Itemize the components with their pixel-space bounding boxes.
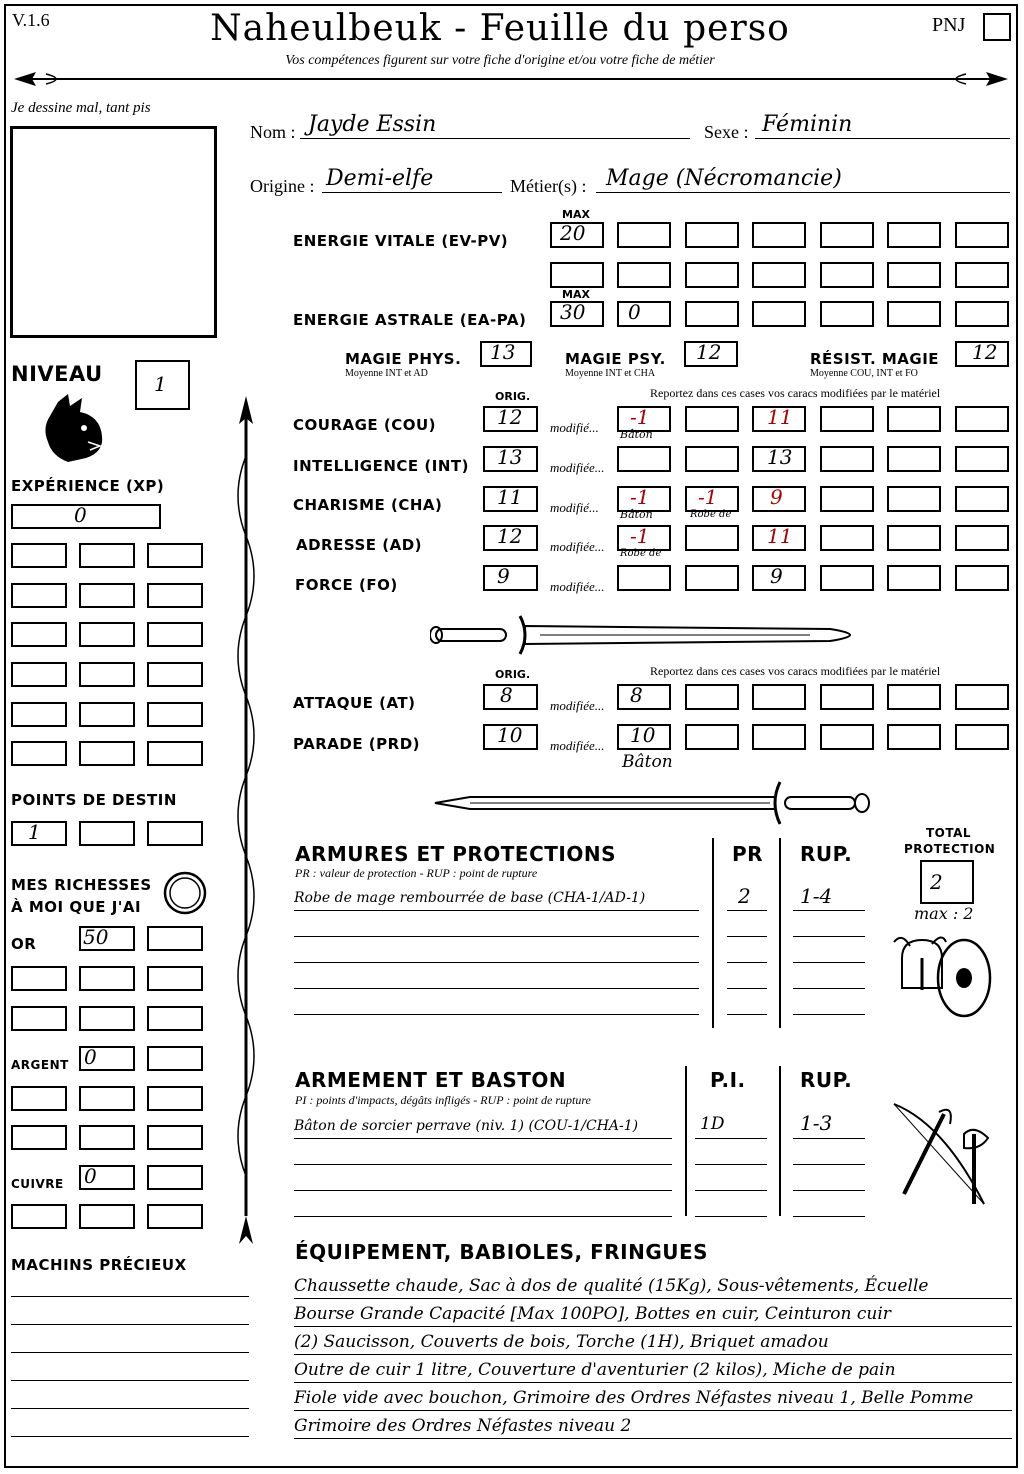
or-box[interactable] [147, 1006, 203, 1031]
argent-box[interactable] [147, 1046, 203, 1071]
machins-line[interactable] [11, 1360, 249, 1381]
xp-grid-box[interactable] [79, 622, 135, 647]
stat-label-ad: ADRESSE (AD) [296, 536, 423, 554]
weapons-pi-header: P.I. [710, 1068, 746, 1092]
stat-mod-box[interactable] [955, 565, 1009, 591]
armor-rup-value: 1-4 [800, 884, 833, 908]
magie-psy-note: Moyenne INT et CHA [565, 368, 656, 379]
orig-label: ORIG. [495, 390, 531, 403]
equipment-line[interactable]: Fiole vide avec bouchon, Grimoire des Ordres Néfastes niveau 1, Belle Pomme [294, 1386, 1012, 1411]
ea-value: 30 [560, 300, 586, 324]
stat-orig-value: 12 [497, 524, 523, 548]
armor-title: ARMURES ET PROTECTIONS [295, 842, 616, 866]
total-protection-label: PROTECTION [904, 842, 996, 856]
stat-mod-note: Robe de [620, 548, 662, 559]
xp-grid-box[interactable] [11, 662, 67, 687]
ev-box[interactable] [685, 262, 739, 288]
magie-phys-label: MAGIE PHYS. [345, 350, 462, 368]
xp-grid-box[interactable] [147, 583, 203, 608]
magie-phys-note: Moyenne INT et AD [345, 368, 428, 379]
stat-mod-note: Robe de [690, 509, 732, 520]
weapons-icon [884, 1094, 1008, 1216]
stat-mod-value: -1 [630, 524, 650, 548]
stat-mod-box[interactable] [820, 565, 874, 591]
ea-box[interactable] [617, 301, 671, 327]
ea-box[interactable] [685, 301, 739, 327]
metier-value: Mage (Nécromancie) [606, 166, 842, 191]
attaque-mod-box[interactable] [955, 684, 1009, 710]
stat-orig-value: 9 [497, 564, 510, 588]
xp-value: 0 [74, 503, 87, 527]
xp-grid-box[interactable] [79, 583, 135, 608]
magie-psy-label: MAGIE PSY. [565, 350, 666, 368]
or-box[interactable] [11, 966, 67, 991]
armor-row[interactable] [294, 912, 699, 937]
or-box[interactable] [147, 926, 203, 951]
pnj-label: PNJ [932, 14, 966, 36]
armor-legend: PR : valeur de protection - RUP : point de rupture [295, 866, 538, 880]
attaque-mod-box[interactable] [617, 684, 671, 710]
resist-magie-note: Moyenne COU, INT et FO [810, 368, 918, 379]
weapon-row[interactable] [294, 1166, 672, 1191]
stat-mod-value: 13 [767, 445, 793, 469]
weapon-pi-value: 1D [700, 1114, 725, 1134]
xp-grid-box[interactable] [147, 702, 203, 727]
magie-phys-value: 13 [490, 340, 516, 364]
stat-mod-note: Bâton [620, 428, 653, 441]
armor-row[interactable] [294, 938, 699, 963]
weapons-col-divider [779, 1066, 781, 1216]
stat-mod-box[interactable] [685, 406, 739, 432]
weapons-col-divider [685, 1066, 687, 1216]
equipment-title: ÉQUIPEMENT, BABIOLES, FRINGUES [295, 1240, 709, 1264]
argent-box[interactable] [11, 1086, 67, 1111]
armor-row[interactable] [294, 990, 699, 1015]
ev-box[interactable] [887, 262, 941, 288]
version-label: V.1.6 [12, 10, 50, 30]
ev-box[interactable] [820, 222, 874, 248]
ea-box[interactable] [955, 301, 1009, 327]
armor-pr-header: PR [732, 842, 764, 866]
stat-mod-label: modifiée... [550, 539, 605, 554]
machins-line[interactable] [11, 1304, 249, 1325]
richesses-label: MES RICHESSES [11, 876, 152, 894]
argent-box[interactable] [11, 1125, 67, 1150]
weapon-row[interactable] [294, 1140, 672, 1165]
stat-mod-box[interactable] [820, 406, 874, 432]
destin-value: 1 [28, 820, 41, 844]
dragon-icon [38, 392, 108, 464]
sheet-title: Naheulbeuk - Feuille du perso [210, 8, 790, 49]
stat-orig-box[interactable] [483, 565, 538, 591]
destin-box[interactable] [79, 821, 135, 846]
or-box[interactable] [79, 966, 135, 991]
xp-label: EXPÉRIENCE (XP) [11, 477, 165, 495]
stat-mod-label: modifié... [550, 500, 599, 515]
equipment-line[interactable]: Chaussette chaude, Sac à dos de qualité (15Kg), Sous-vêtements, Écuelle [294, 1274, 1012, 1299]
destin-label: POINTS DE DESTIN [11, 791, 177, 809]
armor-rup-cell[interactable] [793, 938, 865, 963]
stat-mod-box[interactable] [955, 525, 1009, 551]
ev-max-label: MAX [562, 208, 590, 221]
cuivre-box[interactable] [147, 1204, 203, 1229]
stat-label-cha: CHARISME (CHA) [293, 496, 443, 514]
stat-mod-box[interactable] [685, 446, 739, 472]
ev-box[interactable] [887, 222, 941, 248]
report-note: Reportez dans ces cases vos caracs modifiées par le matériel [650, 386, 941, 400]
ev-box[interactable] [820, 262, 874, 288]
armor-row[interactable]: Robe de mage rembourrée de base (CHA-1/AD-1) [294, 886, 699, 911]
stat-orig-value: 12 [497, 405, 523, 429]
armor-col-divider [712, 838, 714, 1028]
armor-pr-cell[interactable] [727, 938, 767, 963]
xp-grid-box[interactable] [79, 702, 135, 727]
or-label: OR [11, 935, 37, 953]
ea-current: 0 [628, 300, 641, 324]
machins-line[interactable] [11, 1416, 249, 1437]
xp-grid-box[interactable] [79, 662, 135, 687]
equipment-line[interactable]: (2) Saucisson, Couverts de bois, Torche (1H), Briquet amadou [294, 1330, 1012, 1355]
origine-label: Origine : [250, 176, 315, 196]
armor-pr-cell[interactable] [727, 964, 767, 989]
armor-pr-cell[interactable] [727, 912, 767, 937]
stat-mod-label: modifiée... [550, 579, 605, 594]
total-protection-value: 2 [930, 870, 943, 894]
cuivre-label: CUIVRE [11, 1177, 64, 1191]
parade-label: PARADE (PRD) [293, 735, 421, 753]
niveau-value: 1 [154, 372, 167, 396]
xp-grid-box[interactable] [11, 622, 67, 647]
ea-box[interactable] [820, 301, 874, 327]
total-protection-label: TOTAL [926, 826, 972, 840]
xp-grid-box[interactable] [11, 741, 67, 766]
armor-rup-cell[interactable] [793, 912, 865, 937]
stat-mod-box[interactable] [887, 525, 941, 551]
xp-grid-box[interactable] [79, 543, 135, 568]
stat-mod-label: modifiée... [550, 460, 605, 475]
parade-mod-box[interactable] [955, 724, 1009, 750]
ev-box[interactable] [752, 222, 806, 248]
armor-rup-header: RUP. [800, 842, 853, 866]
max-protection-label: max : 2 [914, 904, 974, 923]
ev-box[interactable] [752, 262, 806, 288]
stat-orig-value: 13 [497, 445, 523, 469]
weapon-pi-cell[interactable] [695, 1192, 767, 1217]
equipment-line[interactable]: Outre de cuir 1 litre, Couverture d'aventurier (2 kilos), Miche de pain [294, 1358, 1012, 1383]
stat-mod-value: -1 [698, 485, 718, 509]
cuivre-box[interactable] [79, 1204, 135, 1229]
armor-pr-value: 2 [738, 884, 751, 908]
xp-grid-box[interactable] [11, 543, 67, 568]
armor-pr-cell[interactable] [727, 990, 767, 1015]
stat-mod-value: 9 [770, 485, 783, 509]
stat-mod-box[interactable] [820, 486, 874, 512]
weapon-rup-value: 1-3 [800, 1111, 833, 1135]
portrait-box[interactable] [10, 126, 217, 338]
equipment-line[interactable]: Bourse Grande Capacité [Max 100PO], Bottes en cuir, Ceinturon cuir [294, 1302, 1012, 1327]
armor-rup-cell[interactable] [793, 990, 865, 1015]
metier-label: Métier(s) : [510, 176, 587, 196]
argent-box[interactable] [147, 1125, 203, 1150]
sexe-value: Féminin [762, 112, 853, 137]
parade-mod-box[interactable] [685, 724, 739, 750]
stat-mod-box[interactable] [617, 446, 671, 472]
stat-mod-box[interactable] [685, 565, 739, 591]
weapons-legend: PI : points d'impacts, dégâts infligés - RUP : point de rupture [295, 1093, 591, 1107]
or-box[interactable] [147, 966, 203, 991]
stat-label-fo: FORCE (FO) [295, 576, 398, 594]
stat-label-int: INTELLIGENCE (INT) [293, 457, 469, 475]
total-protection-box[interactable] [920, 860, 974, 904]
argent-box[interactable] [79, 1125, 135, 1150]
argent-box[interactable] [147, 1086, 203, 1111]
ev-box[interactable] [617, 262, 671, 288]
attaque-mod-box[interactable] [887, 684, 941, 710]
stat-mod-label: modifié... [550, 420, 599, 435]
attaque-mod-label: modifiée... [550, 698, 605, 713]
attaque-mod-box[interactable] [685, 684, 739, 710]
weapons-rup-header: RUP. [800, 1068, 853, 1092]
attaque-mod-box[interactable] [820, 684, 874, 710]
cuivre-value: 0 [84, 1164, 97, 1188]
sword-icon [430, 612, 875, 658]
stat-mod-value: -1 [630, 485, 650, 509]
argent-label: ARGENT [11, 1058, 69, 1072]
machins-label: MACHINS PRÉCIEUX [11, 1256, 187, 1274]
xp-grid-box[interactable] [147, 622, 203, 647]
parade-mod-note: Bâton [622, 752, 673, 772]
parade-mod-label: modifiée... [550, 738, 605, 753]
stat-mod-box[interactable] [820, 525, 874, 551]
or-box[interactable] [11, 1006, 67, 1031]
parade-mod-value: 10 [630, 723, 656, 747]
stat-mod-value: 9 [770, 564, 783, 588]
stat-mod-box[interactable] [955, 406, 1009, 432]
richesses-label: À MOI QUE J'AI [11, 898, 142, 916]
ev-value: 20 [560, 221, 586, 245]
machins-line[interactable] [11, 1276, 249, 1297]
stat-mod-box[interactable] [887, 446, 941, 472]
helmet-shield-icon [888, 928, 998, 1024]
attaque-mod-value: 8 [630, 683, 643, 707]
weapon-rup-cell[interactable] [793, 1166, 865, 1191]
ev-label: ENERGIE VITALE (EV-PV) [293, 232, 509, 250]
stat-mod-note: Bâton [620, 508, 653, 521]
stat-mod-box[interactable] [820, 446, 874, 472]
xp-grid-box[interactable] [79, 741, 135, 766]
spear-icon [226, 396, 266, 1246]
or-value: 50 [83, 925, 109, 949]
spear-divider-icon [6, 66, 1016, 92]
armor-col-divider [779, 838, 781, 1028]
parade-mod-box[interactable] [887, 724, 941, 750]
armor-row[interactable] [294, 964, 699, 989]
weapon-row[interactable] [294, 1192, 672, 1217]
subtitle: Vos compétences figurent sur votre fiche d'origine et/ou votre fiche de métier [285, 53, 715, 68]
stat-mod-box[interactable] [685, 525, 739, 551]
ea-label: ENERGIE ASTRALE (EA-PA) [293, 311, 527, 329]
destin-box[interactable] [147, 821, 203, 846]
combat-report-note: Reportez dans ces cases vos caracs modifiées par le matériel [650, 664, 941, 678]
portrait-caption: Je dessine mal, tant pis [11, 100, 151, 116]
cuivre-box[interactable] [11, 1204, 67, 1229]
equipment-line[interactable]: Grimoire des Ordres Néfastes niveau 2 [294, 1414, 1012, 1439]
ev-box[interactable] [955, 262, 1009, 288]
attaque-label: ATTAQUE (AT) [293, 694, 416, 712]
ea-box[interactable] [752, 301, 806, 327]
xp-grid-box[interactable] [147, 543, 203, 568]
stat-mod-box[interactable] [617, 565, 671, 591]
ev-box[interactable] [617, 222, 671, 248]
ev-box[interactable] [955, 222, 1009, 248]
sexe-label: Sexe : [704, 122, 749, 142]
parade-mod-box[interactable] [752, 724, 806, 750]
xp-grid-box[interactable] [147, 662, 203, 687]
attaque-mod-box[interactable] [752, 684, 806, 710]
stat-mod-box[interactable] [955, 486, 1009, 512]
parade-orig-value: 10 [497, 723, 523, 747]
stat-mod-value: 11 [767, 524, 793, 548]
coin-icon [162, 870, 208, 916]
stat-orig-value: 11 [497, 485, 523, 509]
weapon-rup-cell[interactable] [793, 1192, 865, 1217]
machins-line[interactable] [11, 1332, 249, 1353]
weapon-rup-cell[interactable] [793, 1140, 865, 1165]
xp-grid-box[interactable] [147, 741, 203, 766]
magie-psy-value: 12 [696, 340, 722, 364]
xp-grid-box[interactable] [11, 583, 67, 608]
cuivre-box[interactable] [147, 1165, 203, 1190]
nom-value: Jayde Essin [308, 112, 437, 137]
ea-max-label: MAX [562, 288, 590, 301]
stat-label-cou: COURAGE (COU) [293, 416, 437, 434]
machins-line[interactable] [11, 1388, 249, 1409]
parade-mod-box[interactable] [820, 724, 874, 750]
weapon-row[interactable]: Bâton de sorcier perrave (niv. 1) (COU-1/CHA-1) [294, 1114, 672, 1139]
sword-icon [430, 778, 875, 828]
stat-mod-box[interactable] [955, 446, 1009, 472]
ev-box[interactable] [685, 222, 739, 248]
origine-value: Demi-elfe [326, 166, 434, 191]
xp-grid-box[interactable] [11, 702, 67, 727]
armor-rup-cell[interactable] [793, 964, 865, 989]
weapon-pi-cell[interactable] [695, 1166, 767, 1191]
stat-mod-value: -1 [630, 405, 650, 429]
niveau-label: NIVEAU [11, 362, 103, 386]
ea-box[interactable] [887, 301, 941, 327]
stat-mod-box[interactable] [887, 486, 941, 512]
weapons-title: ARMEMENT ET BASTON [295, 1068, 567, 1092]
combat-orig-label: ORIG. [495, 668, 531, 681]
stat-mod-box[interactable] [887, 565, 941, 591]
resist-magie-label: RÉSIST. MAGIE [810, 350, 940, 368]
stat-mod-box[interactable] [887, 406, 941, 432]
weapon-pi-cell[interactable] [695, 1140, 767, 1165]
attaque-orig-value: 8 [500, 683, 513, 707]
resist-magie-value: 12 [972, 340, 998, 364]
pnj-checkbox[interactable] [983, 13, 1011, 41]
or-box[interactable] [79, 1006, 135, 1031]
nom-label: Nom : [250, 122, 296, 142]
argent-box[interactable] [79, 1086, 135, 1111]
stat-mod-value: 11 [767, 405, 793, 429]
argent-value: 0 [84, 1045, 97, 1069]
ev-box[interactable] [550, 262, 604, 288]
